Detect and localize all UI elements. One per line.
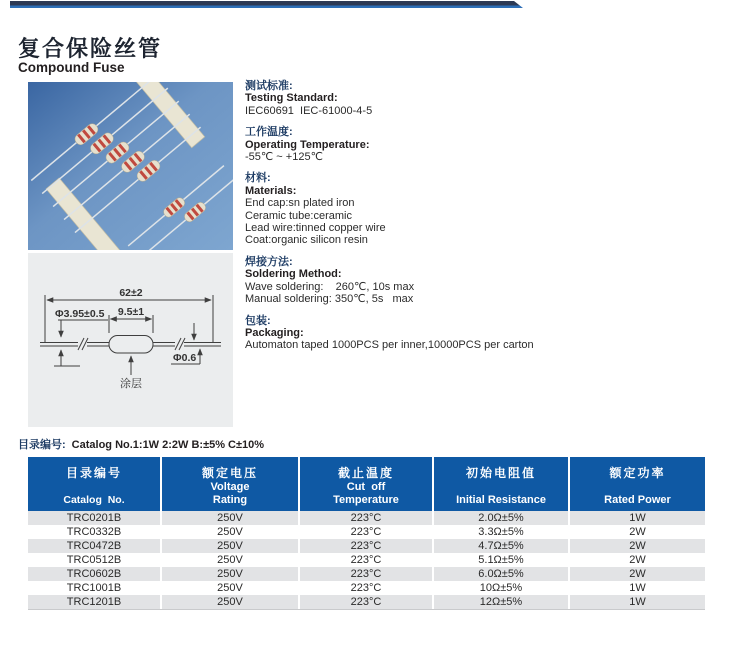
table-header-row: [28, 457, 705, 511]
cell-power: 1W: [568, 511, 705, 525]
cell-resistance: 2.0Ω±5%: [432, 511, 568, 525]
spec-line: IEC60691 IEC-61000-4-5: [245, 104, 373, 117]
table-header-rated-power: [568, 457, 705, 512]
header-en: Initial Resistance: [456, 493, 546, 506]
table-header-initial-resistance: [432, 457, 568, 512]
spec-label-en: Operating Temperature:: [245, 138, 370, 151]
cell-voltage: 250V: [160, 539, 298, 553]
table-header-catalog-no: [28, 457, 160, 512]
header-zh: 额定电压: [201, 466, 258, 480]
spec-label-zh: 测试标准:: [245, 80, 293, 92]
cell-cutoff-temp: 223°C: [298, 595, 432, 609]
header-en: Temperature: [333, 493, 399, 506]
spec-label-en: Packaging:: [245, 326, 304, 339]
header-en: Cut off: [346, 481, 386, 493]
spec-label-zh: 材料:: [245, 172, 271, 185]
cell-cutoff-temp: 223°C: [298, 525, 432, 539]
page-title: 复合保险丝管: [18, 36, 163, 61]
catalog-note: [18, 436, 264, 452]
cell-power: 2W: [568, 567, 705, 581]
cell-resistance: 3.3Ω±5%: [432, 525, 568, 539]
cell-cutoff-temp: 223°C: [298, 581, 432, 595]
cell-resistance: 12Ω±5%: [432, 595, 568, 609]
spec-section-packaging: [245, 315, 595, 352]
coating-label: 涂层: [120, 378, 142, 390]
cell-cutoff-temp: 223°C: [298, 567, 432, 581]
dim-overall-length: 62±2: [119, 287, 143, 299]
cell-resistance: 10Ω±5%: [432, 581, 568, 595]
spec-line: End cap:sn plated iron: [245, 197, 355, 210]
catalog-note-text: Catalog No.1:1W 2:2W B:±5% C±10%: [71, 439, 265, 451]
cell-resistance: 6.0Ω±5%: [432, 567, 568, 581]
cell-power: 2W: [568, 539, 705, 553]
table-row: [28, 511, 705, 525]
header-en: Rated Power: [604, 493, 671, 506]
cell-catalog-no: TRC1001B: [28, 581, 160, 595]
cell-cutoff-temp: 223°C: [298, 553, 432, 567]
header-zh: 额定功率: [609, 466, 666, 480]
cell-catalog-no: TRC0201B: [28, 511, 160, 525]
table-row: [28, 539, 705, 553]
table-row: [28, 553, 705, 567]
spec-section-testing-standard: [245, 80, 595, 117]
page-subtitle: Compound Fuse: [18, 60, 125, 75]
table-header-cutoff-temperature: [298, 457, 432, 512]
table-row: [28, 567, 705, 581]
spec-label-zh: 工作温度:: [245, 126, 293, 139]
table-header-voltage-rating: [160, 457, 298, 512]
spec-column: [245, 80, 595, 361]
cell-power: 1W: [568, 581, 705, 595]
cell-voltage: 250V: [160, 581, 298, 595]
cell-voltage: 250V: [160, 567, 298, 581]
dimension-drawing: [28, 253, 233, 427]
spec-line: Manual soldering: 350℃, 5s max: [245, 293, 414, 306]
header-en: Voltage: [210, 481, 250, 493]
spec-label-en: Soldering Method:: [245, 268, 342, 281]
cell-catalog-no: TRC0472B: [28, 539, 160, 553]
cell-catalog-no: TRC0602B: [28, 567, 160, 581]
cell-voltage: 250V: [160, 553, 298, 567]
table-row: [28, 525, 705, 539]
spec-table: [28, 457, 705, 610]
spec-line: Automaton taped 1000PCS per inner,10000PCS per carton: [245, 339, 534, 352]
spec-section-operating-temperature: [245, 126, 595, 163]
cell-voltage: 250V: [160, 525, 298, 539]
cell-voltage: 250V: [160, 511, 298, 525]
spec-label-en: Testing Standard:: [245, 92, 338, 105]
top-accent-bar: [10, 1, 523, 8]
spec-label-zh: 包装:: [245, 314, 271, 327]
cell-voltage: 250V: [160, 595, 298, 609]
dim-body-length: 9.5±1: [117, 306, 145, 318]
cell-power: 1W: [568, 595, 705, 609]
spec-line: Ceramic tube:ceramic: [245, 209, 352, 222]
header-zh: 初始电阻值: [465, 466, 536, 480]
cell-resistance: 5.1Ω±5%: [432, 553, 568, 567]
spec-label-zh: 焊接方法:: [245, 255, 293, 268]
fuse-photo-illustration: [28, 82, 233, 250]
header-en: Rating: [212, 493, 248, 506]
spec-section-materials: [245, 172, 595, 246]
cell-catalog-no: TRC0332B: [28, 525, 160, 539]
cell-catalog-no: TRC0512B: [28, 553, 160, 567]
header-zh: 目录编号: [65, 466, 122, 480]
spec-line: -55℃ ~ +125℃: [245, 151, 323, 164]
spec-label-en: Materials:: [245, 184, 297, 197]
spec-section-soldering-method: [245, 256, 595, 306]
cell-power: 2W: [568, 553, 705, 567]
cell-cutoff-temp: 223°C: [298, 539, 432, 553]
table-row: [28, 581, 705, 595]
table-body: [28, 511, 705, 610]
technical-drawing: [28, 253, 233, 427]
product-photo: [28, 82, 233, 250]
catalog-note-label: 目录编号:: [18, 439, 66, 451]
dim-body-diameter: Φ3.95±0.5: [55, 308, 105, 320]
dim-lead-diameter: Φ0.6: [173, 352, 197, 364]
spec-line: Coat:organic silicon resin: [245, 234, 368, 247]
cell-catalog-no: TRC1201B: [28, 595, 160, 609]
cell-power: 2W: [568, 525, 705, 539]
spec-line: Wave soldering: 260℃, 10s max: [245, 280, 415, 293]
header-zh: 截止温度: [337, 466, 394, 480]
spec-line: Lead wire:tinned copper wire: [245, 222, 386, 235]
header-en: Catalog No.: [63, 493, 125, 506]
table-row: [28, 595, 705, 609]
cell-cutoff-temp: 223°C: [298, 511, 432, 525]
cell-resistance: 4.7Ω±5%: [432, 539, 568, 553]
